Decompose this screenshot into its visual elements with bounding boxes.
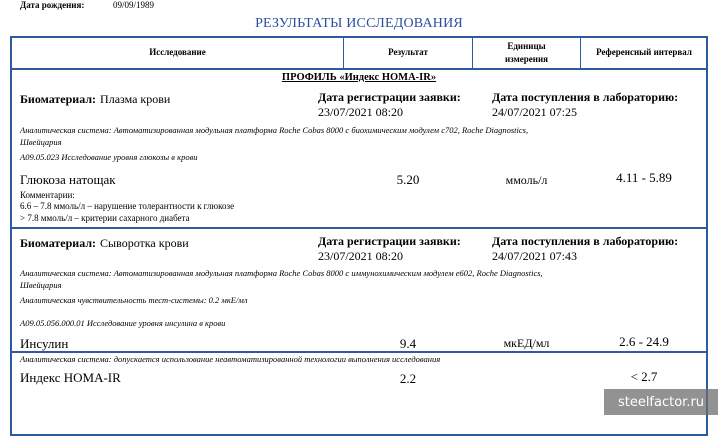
lab-arrival-label-2: Дата поступления в лабораторию: [492, 234, 679, 248]
analytic-sensitivity: Аналитическая чувствительность тест-системы: 0.2 мкЕ/мл [20, 295, 248, 305]
comment-line-2: > 7.8 ммоль/л – критерии сахарного диабета [20, 213, 190, 223]
test-code-2: A09.05.056.000.01 Исследование уровня инсулина в крови [20, 318, 226, 328]
result-insulin: 9.4 [399, 336, 417, 351]
registration-value-2: 23/07/2021 08:20 [318, 249, 404, 263]
header-divider [10, 68, 708, 70]
header-units-line1: Единицы [507, 41, 546, 51]
reference-insulin: 2.6 - 24.9 [619, 334, 669, 349]
registration-label-1: Дата регистрации заявки: [318, 90, 461, 104]
comment-title: Комментарии: [20, 190, 75, 200]
analytic-system-2-line2: Швейцария [20, 280, 62, 290]
test-name-homa: Индекс HOMA-IR [20, 370, 121, 385]
biomaterial-value: Сыворотка крови [100, 236, 189, 250]
biomaterial-label: Биоматериал: [20, 236, 97, 250]
test-code-1: A09.05.023 Исследование уровня глюкозы в крови [20, 152, 198, 162]
biomaterial-1 [20, 90, 170, 108]
test-name-glucose: Глюкоза натощак [20, 172, 116, 187]
units-insulin: мкЕД/мл [503, 336, 550, 350]
header-units [473, 40, 580, 66]
analytic-system-2-line1: Аналитическая система: Автоматизированная модульная платформа Roche Cobas 8000 с иммунохимическим модулем e602, Roche Diagnostics, [20, 268, 543, 278]
test-name-insulin: Инсулин [20, 336, 69, 351]
analytic-note-homa: Аналитическая система: допускается использование неавтоматизированной технологии выполнения исследования [20, 354, 441, 364]
header-result: Результат [388, 47, 428, 57]
report-title: РЕЗУЛЬТАТЫ ИССЛЕДОВАНИЯ [255, 16, 463, 31]
section-divider-1 [10, 227, 708, 229]
registration-value-1: 23/07/2021 08:20 [318, 105, 404, 119]
units-glucose: ммоль/л [505, 173, 548, 187]
registration-label-2: Дата регистрации заявки: [318, 234, 461, 248]
biomaterial-label: Биоматериал: [20, 92, 97, 106]
biomaterial-value: Плазма крови [100, 92, 171, 106]
header-reference: Референсный интервал [596, 47, 692, 57]
result-homa: 2.2 [399, 371, 417, 386]
header-study: Исследование [149, 47, 206, 57]
biomaterial-2 [20, 234, 189, 252]
profile-title: ПРОФИЛЬ «Индекс HOMA-IR» [281, 72, 437, 83]
lab-arrival-value-1: 24/07/2021 07:25 [492, 105, 578, 119]
lab-arrival-label-1: Дата поступления в лабораторию: [492, 90, 679, 104]
header-units-line2: измерения [504, 54, 549, 64]
analytic-system-1-line2: Швейцария [20, 137, 62, 147]
comment-line-1: 6.6 – 7.8 ммоль/л – нарушение толерантности к глюкозе [20, 201, 235, 211]
dob-value: 09/09/1989 [113, 0, 155, 10]
reference-homa: < 2.7 [630, 369, 658, 384]
dob-label: Дата рождения: [20, 0, 85, 10]
site-watermark: steelfactor.ru [604, 389, 718, 415]
reference-glucose: 4.11 - 5.89 [616, 170, 672, 185]
lab-arrival-value-2: 24/07/2021 07:43 [492, 249, 578, 263]
result-glucose: 5.20 [396, 172, 420, 187]
analytic-system-1-line1: Аналитическая система: Автоматизированная модульная платформа Roche Cobas 8000 с биохимическим модулем c702, Roche Diagnostics, [20, 125, 529, 135]
